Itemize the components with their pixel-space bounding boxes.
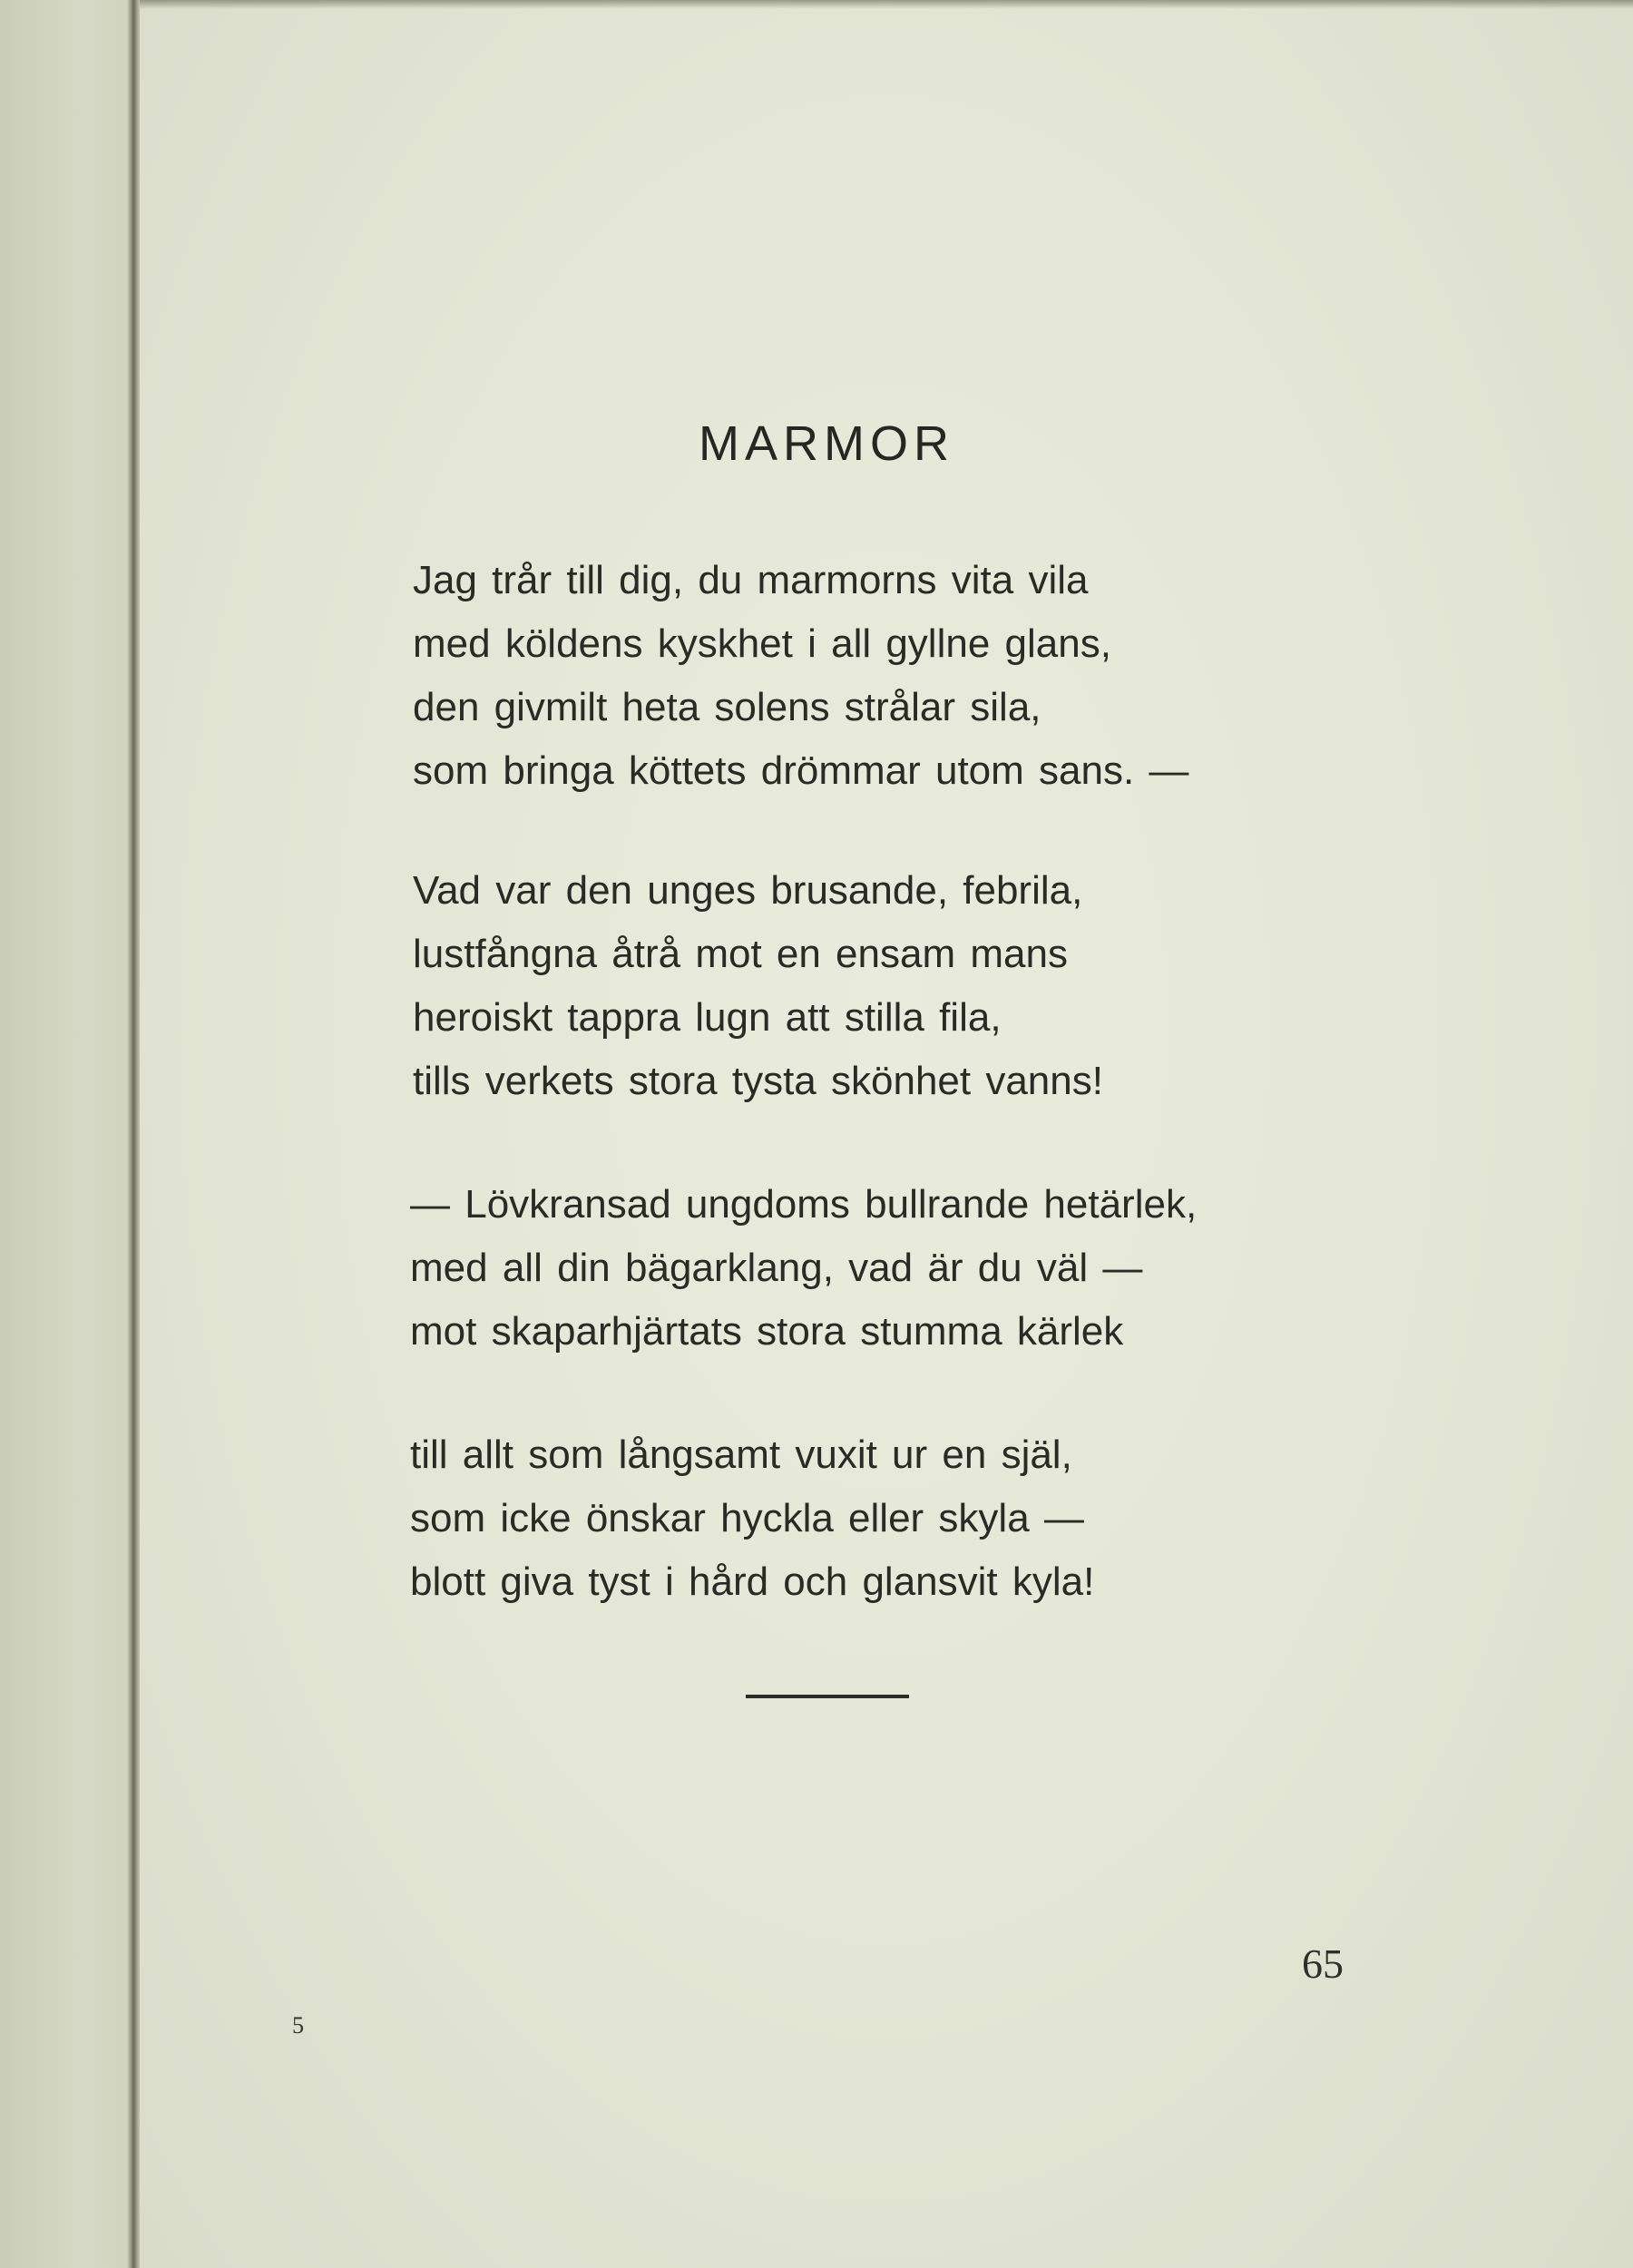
- poem-line: Jag trår till dig, du marmorns vita vila: [413, 558, 1089, 602]
- poem-title: MARMOR: [699, 416, 954, 471]
- poem-line: den givmilt heta solens strålar sila,: [413, 685, 1041, 729]
- poem-line: Vad var den unges brusande, febrila,: [413, 868, 1083, 913]
- page-number: 65: [1302, 1941, 1344, 1987]
- poem-line: lustfångna åtrå mot en ensam mans: [413, 932, 1068, 976]
- end-rule: [746, 1695, 909, 1698]
- poem-line: blott giva tyst i hård och glansvit kyla!: [410, 1559, 1095, 1604]
- poem-line: som bringa köttets drömmar utom sans. —: [413, 748, 1189, 793]
- poem-line: med köldens kyskhet i all gyllne glans,: [413, 621, 1111, 666]
- signature-mark: 5: [292, 2012, 304, 2038]
- poem-line: som icke önskar hyckla eller skyla —: [410, 1496, 1084, 1540]
- poem-line: tills verkets stora tysta skönhet vanns!: [413, 1059, 1103, 1103]
- poem-line: till allt som långsamt vuxit ur en själ,: [410, 1432, 1072, 1477]
- poem-line: mot skaparhjärtats stora stumma kärlek: [410, 1309, 1124, 1354]
- poem-line: med all din bägarklang, vad är du väl —: [410, 1246, 1143, 1290]
- poem-line: heroiskt tappra lugn att stilla fila,: [413, 995, 1002, 1040]
- poem-line: — Lövkransad ungdoms bullrande hetärlek,: [410, 1182, 1198, 1227]
